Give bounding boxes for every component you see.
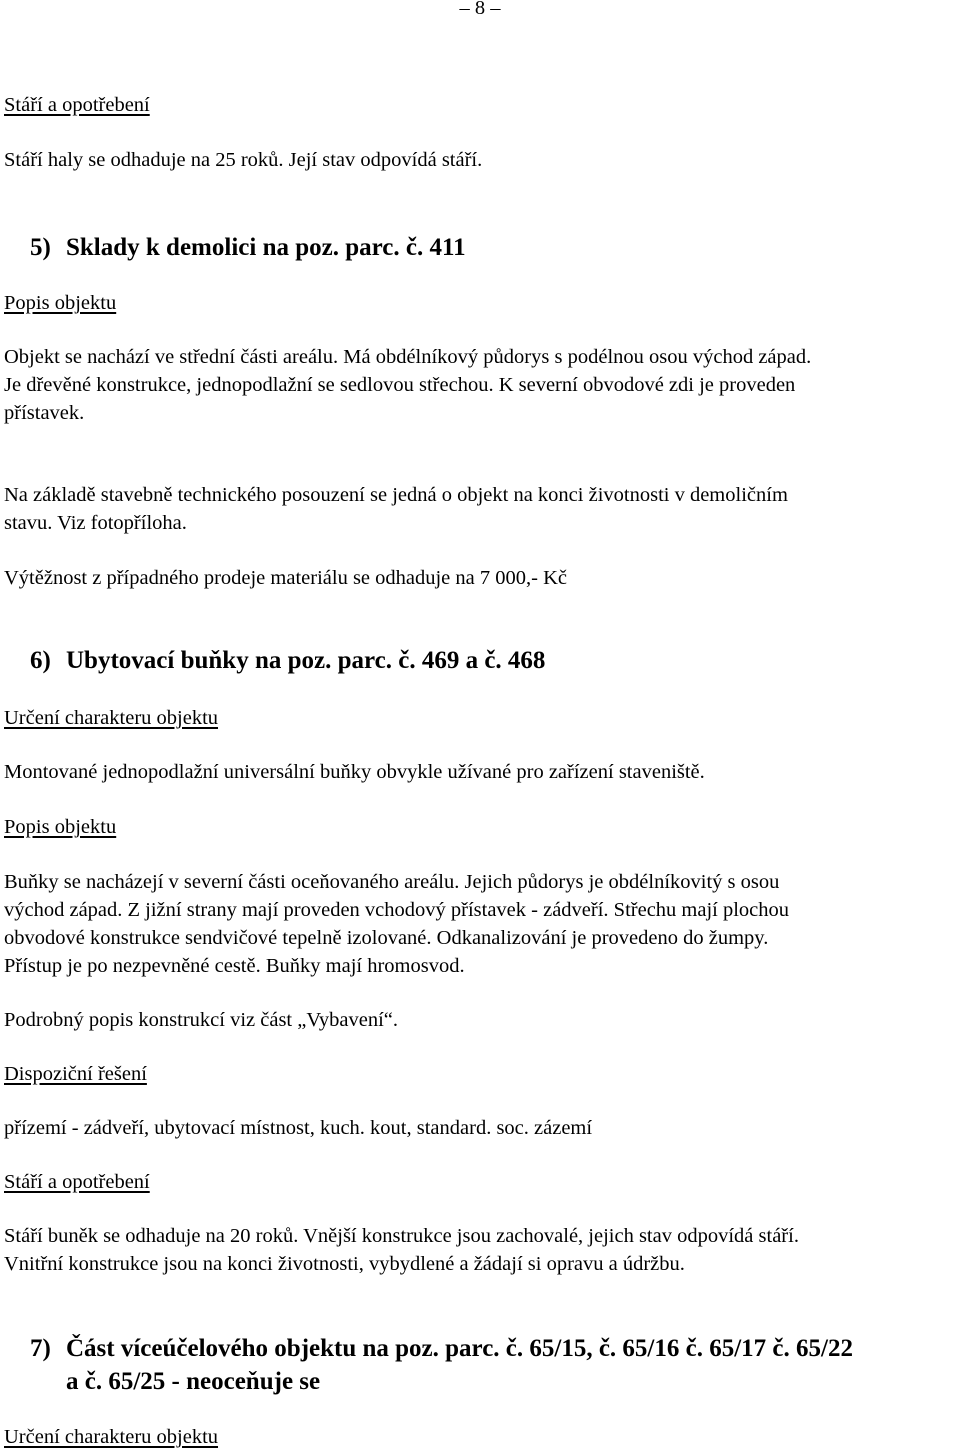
- popis-line: Přístup je po nezpevněné cestě. Buňky mají hromosvod.: [4, 955, 465, 977]
- popis-line: východ západ. Z jižní strany mají proveden vchodový přístavek - zádveří. Střechu mají plochou: [4, 899, 790, 921]
- section-heading-popis: Popis objektu: [4, 292, 117, 314]
- popis-line: Objekt se nachází ve střední části areálu. Má obdélníkový půdorys s podélnou osou východ západ.: [4, 346, 812, 368]
- popis-line: Je dřevěné konstrukce, jednopodlažní se sedlovou střechou. K severní obvodové zdi je proveden: [4, 374, 796, 396]
- heading-7-continuation: a č. 65/25 - neoceňuje se: [66, 1368, 321, 1395]
- heading-6-number: 6): [30, 647, 51, 674]
- section-heading-stari: Stáří a opotřebení: [4, 94, 150, 116]
- heading-7-text: Část víceúčelového objektu na poz. parc. č. 65/15, č. 65/16 č. 65/17 č. 65/22: [66, 1335, 853, 1362]
- vytez-text: Výtěžnost z případného prodeje materiálu se odhaduje na 7 000,- Kč: [4, 567, 567, 589]
- heading-5: [30, 232, 466, 264]
- popis-line: přístavek.: [4, 402, 85, 424]
- section-heading-dispozice: Dispoziční řešení: [4, 1063, 147, 1085]
- zaklad-line: stavu. Viz fotopříloha.: [4, 512, 187, 534]
- section-heading-stari: Stáří a opotřebení: [4, 1171, 150, 1193]
- popis-line: Buňky se nacházejí v severní části oceňovaného areálu. Jejich půdorys je obdélníkovitý s osou: [4, 871, 780, 893]
- dispozice-text: přízemí - zádveří, ubytovací místnost, kuch. kout, standard. soc. zázemí: [4, 1117, 593, 1139]
- heading-7: [30, 1333, 853, 1365]
- stari-line: Vnitřní konstrukce jsou na konci životnosti, vybydlené a žádají si opravu a údržbu.: [4, 1253, 685, 1275]
- heading-7-number: 7): [30, 1335, 51, 1362]
- section-heading-urceni: Určení charakteru objektu: [4, 1426, 219, 1448]
- heading-6-text: Ubytovací buňky na poz. parc. č. 469 a č. 468: [66, 647, 546, 674]
- heading-5-text: Sklady k demolici na poz. parc. č. 411: [66, 234, 466, 261]
- popis-line: obvodové konstrukce sendvičové tepelně izolované. Odkanalizování je provedeno do žumpy.: [4, 927, 769, 949]
- heading-5-number: 5): [30, 234, 51, 261]
- stari-line: Stáří buněk se odhaduje na 20 roků. Vnější konstrukce jsou zachovalé, jejich stav odpovídá stáří.: [4, 1225, 799, 1247]
- zaklad-line: Na základě stavebně technického posouzení se jedná o objekt na konci životnosti v demoličním: [4, 484, 788, 506]
- podrobny-text: Podrobný popis konstrukcí viz část „Vybavení“.: [4, 1009, 398, 1031]
- heading-6: [30, 645, 545, 677]
- urceni-text: Montované jednopodlažní universální buňky obvykle užívané pro zařízení staveniště.: [4, 761, 705, 783]
- section-heading-urceni: Určení charakteru objektu: [4, 707, 219, 729]
- section-heading-popis: Popis objektu: [4, 816, 117, 838]
- stari-text: Stáří haly se odhaduje na 25 roků. Její stav odpovídá stáří.: [4, 149, 483, 171]
- page-number: – 8 –: [459, 0, 501, 19]
